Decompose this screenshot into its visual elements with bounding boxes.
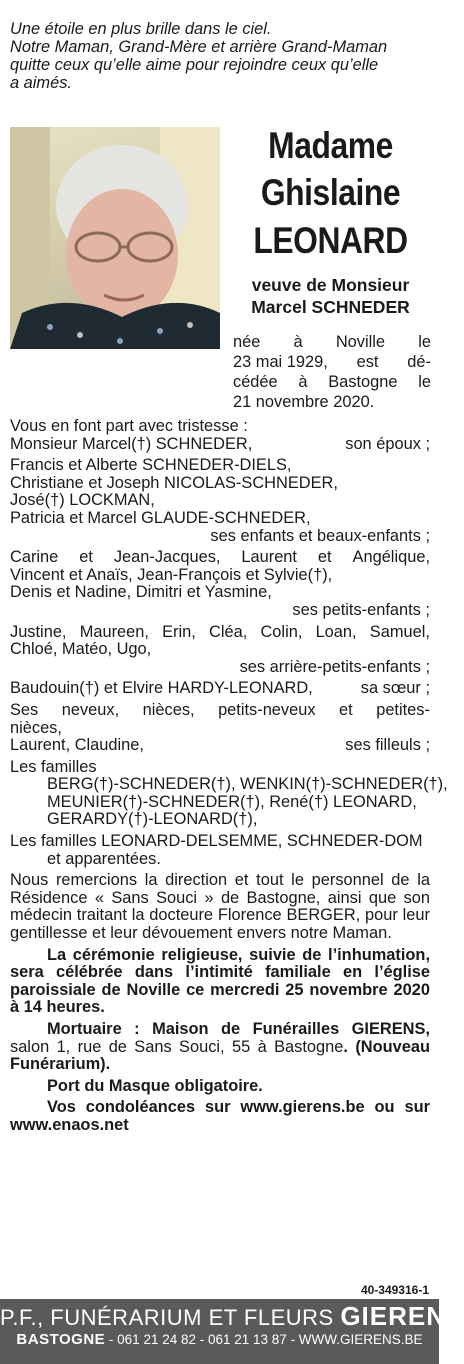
child-line: José(†) LOCKMAN,	[10, 491, 155, 510]
born-word: cédée	[233, 373, 278, 391]
family-line: BERG(†)-SCHNEDER(†), WENKIN(†)-SCHNEDER(†),	[47, 775, 448, 794]
mortuary-label: Mortuaire : Maison de Funérailles GIERENS,	[47, 1020, 430, 1038]
born-word: 23 mai 1929,	[233, 353, 328, 371]
nephews-word: et	[339, 700, 353, 719]
greatgrandchildren-line	[10, 624, 430, 642]
sister-role: sa sœur ;	[360, 679, 430, 698]
grandchildren-line: Denis et Nadine, Dimitri et Yasmine,	[10, 583, 272, 602]
greatgrandchildren-line: Chloé, Matéo, Ugo,	[10, 640, 152, 659]
deceased-first-name: Ghislaine	[260, 172, 401, 213]
intro-line: a aimés.	[10, 74, 72, 92]
widow-line: Marcel SCHNEDER	[251, 297, 410, 317]
intro-line: Notre Maman, Grand-Mère et arrière Grand-Maman	[10, 38, 388, 56]
deceased-last-name: LEONARD	[253, 220, 408, 261]
grandchildren-word: Angélique,	[352, 548, 430, 567]
godchildren-role: ses filleuls ;	[345, 736, 430, 755]
nephews-word: nièces,	[142, 700, 195, 719]
grandchildren-line: Vincent et Anaïs, Jean-François et Sylvie(†),	[10, 565, 333, 584]
born-word: le	[418, 333, 431, 351]
condolences-paragraph: Vos condoléances sur www.gierens.be ou sur www.enaos.net	[10, 1098, 430, 1134]
grandchildren-line	[10, 549, 430, 567]
grandchildren-word: et	[79, 548, 93, 567]
banner-phone-web: - 061 21 24 82 - 061 21 13 87 - WWW.GIERENS.BE	[108, 1332, 423, 1347]
child-line: Christiane et Joseph NICOLAS-SCHNEDER,	[10, 473, 338, 492]
nephews-line	[10, 702, 430, 720]
nephews-word: Ses	[10, 700, 39, 719]
sister-row	[10, 680, 430, 698]
greatgrandchild-word: Samuel,	[369, 622, 430, 641]
children-role: ses enfants et beaux-enfants ;	[210, 526, 430, 545]
born-word: dé-	[407, 353, 431, 371]
born-word: 21 novembre 2020.	[233, 393, 375, 411]
grandchildren-word: Laurent	[241, 548, 297, 567]
born-word: à	[298, 373, 308, 391]
ceremony-paragraph: La cérémonie religieuse, suivie de l’inhumation, sera célébrée dans l’intimité familiale en l’église paroissiale de Noville ce mercredi 25 novembre 2020 à 14 heures.	[10, 945, 430, 1017]
reference-number: 40-349316-1	[360, 1283, 429, 1297]
deceased-portrait	[10, 127, 220, 349]
families-label: Les familles	[10, 757, 97, 776]
greatgrandchildren-role: ses arrière-petits-enfants ;	[239, 657, 430, 676]
born-word: Noville	[335, 333, 386, 351]
birth-death-info	[233, 332, 431, 412]
families-line: Les familles LEONARD-DELSEMME, SCHNEDER-DOM	[10, 832, 423, 851]
mask-notice: Port du Masque obligatoire.	[47, 1076, 263, 1095]
obituary-body	[10, 417, 448, 1135]
born-word: le	[418, 373, 431, 391]
intro-line: quitte ceux qu’elle aime pour rejoindre ceux qu’elle	[10, 56, 379, 74]
greatgrandchild-word: Colin,	[260, 622, 303, 641]
born-word: Bastogne	[328, 373, 398, 391]
thanks-paragraph: Nous remercions la direction et tout le personnel de la Résidence « Sans Souci » de Bastogne, ainsi que son médecin traitant la docteure Florence BERGER, pour leur gentillesse et leur dévouement envers notre Maman.	[10, 871, 430, 943]
godchildren-names: Laurent, Claudine,	[10, 736, 144, 755]
sister-name: Baudouin(†) et Elvire HARDY-LEONARD,	[10, 679, 313, 698]
godchildren-row	[10, 737, 430, 755]
born-word: à	[293, 333, 303, 351]
funeral-home-banner	[0, 1299, 464, 1364]
greatgrandchild-word: Loan,	[315, 622, 357, 641]
greatgrandchild-word: Justine,	[10, 622, 67, 641]
banner-title	[0, 1301, 464, 1331]
mortuary-note: . (Nouveau Funérarium).	[10, 1037, 430, 1074]
nephews-word: petits-neveux	[218, 700, 316, 719]
grandchildren-word: Carine	[10, 548, 59, 567]
nephews-line: nièces,	[10, 718, 62, 737]
spouse-row	[10, 436, 430, 454]
families-line: et apparentées.	[47, 849, 161, 868]
nephews-word: neveux,	[61, 700, 120, 719]
greatgrandchild-word: Maureen,	[79, 622, 149, 641]
mortuary-address: salon 1, rue de Sans Souci, 55 à Bastogne	[10, 1037, 344, 1056]
announce-line: Vous en font part avec tristesse :	[10, 417, 248, 435]
nephews-word: petites-	[376, 700, 430, 719]
deceased-title: Madame	[268, 125, 393, 166]
widow-line: veuve de Monsieur	[251, 275, 410, 295]
child-line: Francis et Alberte SCHNEDER-DIELS,	[10, 456, 292, 475]
born-word: est	[356, 353, 379, 371]
greatgrandchild-word: Cléa,	[209, 622, 248, 641]
greatgrandchild-word: Erin,	[162, 622, 196, 641]
intro-verse	[10, 20, 430, 92]
born-word: née	[233, 333, 261, 351]
banner-brand: GIERENS	[340, 1301, 464, 1331]
family-line: MEUNIER(†)-SCHNEDER(†), René(†) LEONARD,	[47, 792, 417, 811]
family-line: GERARDY(†)-LEONARD(†),	[47, 810, 258, 829]
banner-prefix: P.F., FUNÉRARIUM ET FLEURS	[0, 1305, 334, 1330]
grandchildren-word: et	[317, 548, 332, 567]
intro-line: Une étoile en plus brille dans le ciel.	[10, 20, 272, 38]
grandchildren-word: Jean-Jacques,	[113, 548, 221, 567]
grandchildren-role: ses petits-enfants ;	[292, 600, 430, 619]
spouse-role: son époux ;	[345, 434, 430, 453]
banner-contacts	[0, 1331, 439, 1349]
mortuary-paragraph	[10, 1021, 430, 1074]
banner-city: BASTOGNE	[16, 1331, 106, 1348]
spouse-name: Monsieur Marcel(†) SCHNEDER,	[10, 434, 253, 453]
child-line: Patricia et Marcel GLAUDE-SCHNEDER,	[10, 508, 311, 527]
